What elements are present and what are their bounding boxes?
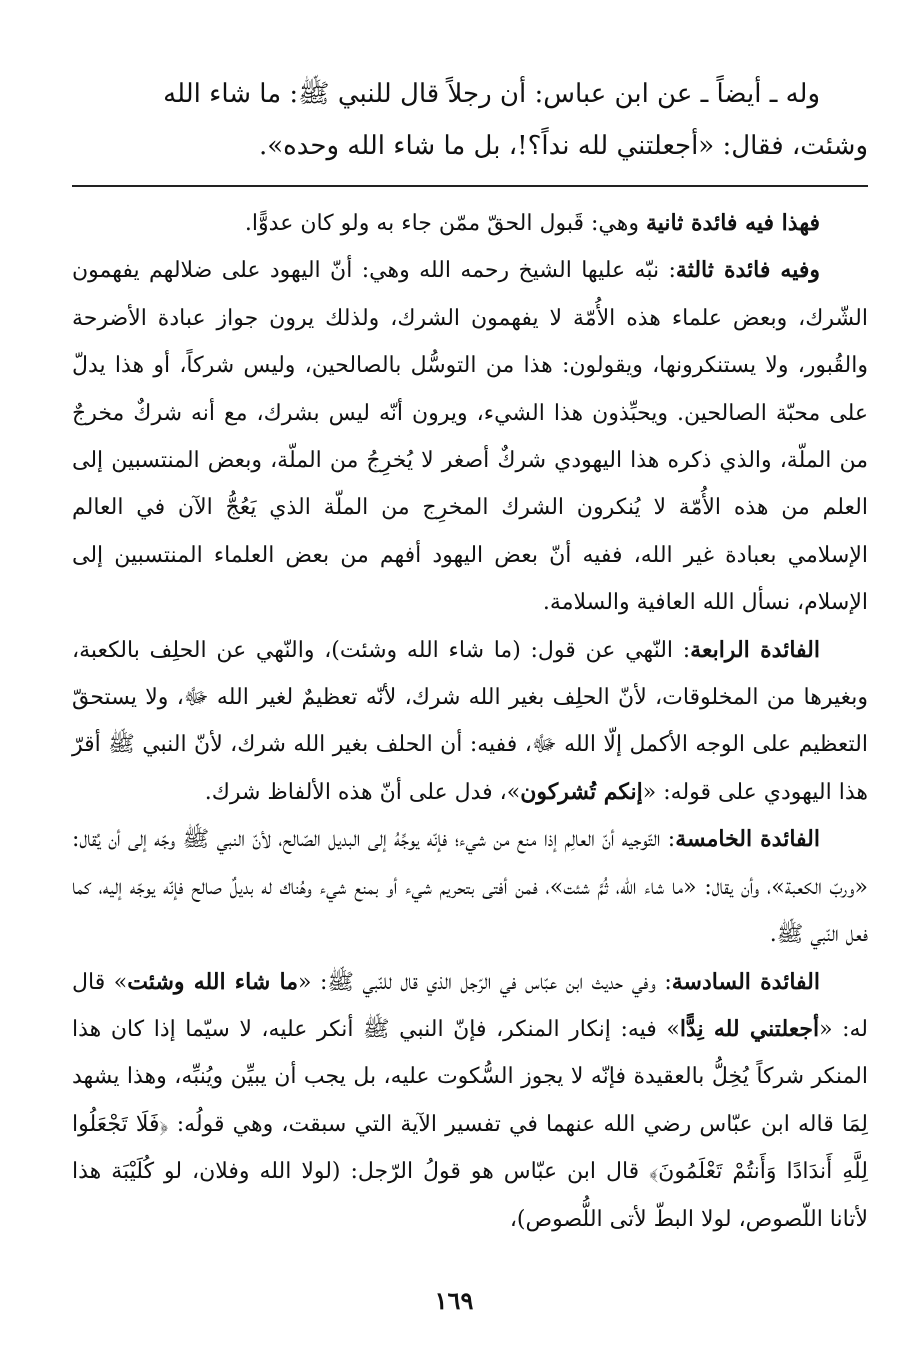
paragraph-emphasis: إنكم تُشركون xyxy=(520,778,643,805)
paragraph-text: » فيه: إنكار المنكر، فإنّ النبي ﷺ أنكر عليه، لا سيّما إذا كان هذا المنكر شركاً يُخِلُّ بالعقيدة فإنّه لا يجوز السُّكوت عليه، بل يجب أن يبيِّن ويُنبِّه، وهذا يشهد لِمَا قاله ابن عبّاس رضي الله عنهما في تفسير الآية التي سبقت، وهي قولُه: ﴿فَلَا تَجْعَلُوا لِلَّهِ أَندَادًا وَأَنتُمْ تَعْلَمُونَ﴾ قال ابن عبّاس هو قولُ الرّجل: (لولا الله وفلان، لو كُلَيْبَة هذا لأتانا اللّصوص، لولا البطّ لأتى اللُّصوص)، xyxy=(72,1016,868,1232)
paragraph xyxy=(72,200,868,247)
page-number: ١٦٩ xyxy=(434,1286,474,1315)
paragraph-emphasis: ما شاء الله وشئت xyxy=(127,968,298,995)
paragraph-lead: الفائدة السادسة xyxy=(671,968,820,995)
quote-line-1: وله ـ أيضاً ـ عن ابن عباس: أن رجلاً قال للنبي ﷺ: ما شاء الله xyxy=(163,79,820,109)
paragraph-text: : التّوجيه أنّ العالِم إذا منع من شيء؛ فإنّه يوجِّهُ إلى البديل الصّالح، لأنّ النبي ﷺ وجّه إلى أن يُقال: «وربّ الكعبة»، وأن يقال: «ما شاء الله، ثُمَّ شئت»، فمن أفتى بتحريم شيء أو بمنع شيء وهُناك له بديلٌ صالح فإنّه يوجّه إليه، كما فعل النّبي ﷺ. xyxy=(72,827,868,948)
paragraph-text: : النّهي عن قول: (ما شاء الله وشئت)، والنّهي عن الحلِف بالكعبة، وبغيرها من المخلوقات، لأنّ الحلِف بغير الله شرك، لأنّه تعظيمٌ لغير الله ﷻ، ولا يستحقّ التعظيم على الوجه الأكمل إلّا الله ﷻ، ففيه: أن الحلف بغير الله شرك، لأنّ النبي ﷺ أقرّ هذا اليهودي على قوله: « xyxy=(72,637,868,805)
paragraph xyxy=(72,627,868,817)
paragraph-text: » قال له: « xyxy=(72,969,868,1042)
paragraph-text: »، فدل على أنّ هذه الألفاظ شرك. xyxy=(204,779,521,805)
footnote-quote xyxy=(72,68,868,172)
paragraph xyxy=(72,247,868,626)
paragraph xyxy=(72,959,868,1243)
paragraph xyxy=(72,816,868,958)
paragraph-lead: الفائدة الخامسة xyxy=(675,826,820,853)
paragraph-text: وهي: قَبول الحقّ ممّن جاء به ولو كان عدوًّا. xyxy=(244,211,646,236)
paragraph-text: : وفي حديث ابن عبّاس في الرّجل الذي قال للنّبي ﷺ: « xyxy=(297,969,672,995)
main-text xyxy=(72,200,868,1243)
section-divider xyxy=(72,185,868,187)
paragraph-lead: فهذا فيه فائدة ثانية xyxy=(645,210,820,236)
paragraph-lead: الفائدة الرابعة xyxy=(690,636,820,663)
paragraph-text: : نبّه عليها الشيخ رحمه الله وهي: أنّ اليهود على ضلالهم يفهمون الشّرك، وبعض علماء هذه الأُمّة لا يفهمون الشرك، ولذلك يرون جواز عبادة الأضرحة والقُبور، ولا يستنكرونها، ويقولون: هذا من التوسُّل بالصالحين، وليس شركاً، أو هذا يدلّ على محبّة الصالحين. ويحبِّذون هذا الشيء، ويرون أنّه ليس بشرك، مع أنه شركٌ مخرجٌ من الملّة، والذي ذكره هذا اليهودي شركٌ أصغر لا يُخرِجُ من الملّة، وبعض المنتسبين إلى العلم من هذه الأُمّة لا يُنكرون الشرك المخرِج من الملّة الذي يَعُجُّ الآن في العالم الإسلامي بعبادة غير الله، ففيه أنّ بعض اليهود أفهم من بعض العلماء المنتسبين إلى الإسلام، نسأل الله العافية والسلامة. xyxy=(72,258,868,616)
quote-line-2: وشئت، فقال: «أجعلتني لله نداً؟!، بل ما شاء الله وحده». xyxy=(258,131,868,161)
paragraph-lead: وفيه فائدة ثالثة xyxy=(675,257,821,284)
paragraph-emphasis: أجعلتني لله نِدًّا xyxy=(679,1015,820,1042)
